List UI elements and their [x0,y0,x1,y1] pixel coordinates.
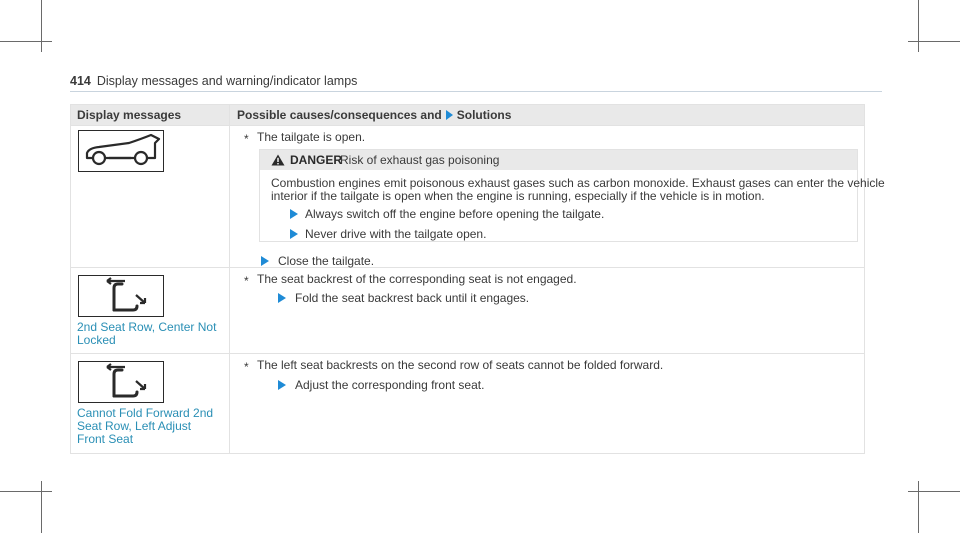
arrow-right-icon [290,209,298,219]
bullet-star: * [244,360,249,374]
crop-mark [0,41,52,42]
arrow-right-icon [446,110,453,120]
cause-text: The seat backrest of the corresponding seat is not engaged. [257,272,577,286]
car-tailgate-open-icon [78,130,164,172]
danger-body-line: Combustion engines emit poisonous exhaust gases such as carbon monoxide. Exhaust gases can enter the vehicle [271,176,885,190]
column-header-causes: Possible causes/consequences and Solutions [237,108,512,122]
bullet-star: * [244,132,249,146]
page-title: Display messages and warning/indicator lamps [96,74,358,88]
row-divider [71,125,864,126]
warning-triangle-icon [271,154,285,166]
crop-mark [908,491,960,492]
seat-backrest-icon [78,275,164,317]
crop-mark [918,481,919,533]
arrow-right-icon [278,380,286,390]
solution-text: Fold the seat backrest back until it engages. [295,291,530,305]
row-divider [71,267,864,268]
danger-label: DANGER [290,153,343,167]
display-messages-table [70,104,885,454]
seat-backrest-icon [78,361,164,403]
column-divider [229,105,230,453]
arrow-right-icon [278,293,286,303]
solution-text: Adjust the corresponding front seat. [295,378,485,392]
arrow-right-icon [290,229,298,239]
table-header [71,105,864,125]
bullet-star: * [244,274,249,288]
page-header [70,74,882,92]
row-divider [71,353,864,354]
crop-mark [908,41,960,42]
danger-step: Never drive with the tailgate open. [305,227,487,241]
danger-notice [259,149,885,242]
display-message-text: Cannot Fold Forward 2nd Seat Row, Left Adjust Front Seat [77,406,214,446]
header-rule [70,91,882,92]
cause-text: The tailgate is open. [257,130,366,144]
danger-step: Always switch off the engine before opening the tailgate. [305,207,605,221]
arrow-right-icon [261,256,269,266]
danger-title: Risk of exhaust gas poisoning [340,153,500,167]
crop-mark [0,491,52,492]
cause-text: The left seat backrests on the second row of seats cannot be folded forward. [257,358,664,372]
solution-text: Close the tailgate. [278,254,375,268]
page-number: 414 [70,74,91,88]
display-message-text: 2nd Seat Row, Center Not Locked [77,320,217,347]
column-header-display-messages: Display messages [77,108,182,122]
crop-mark [918,0,919,52]
danger-header [260,150,857,170]
danger-body-line: interior if the tailgate is open when the engine is running, especially if the vehicle is in motion. [271,189,765,203]
crop-mark [41,481,42,533]
crop-mark [41,0,42,52]
